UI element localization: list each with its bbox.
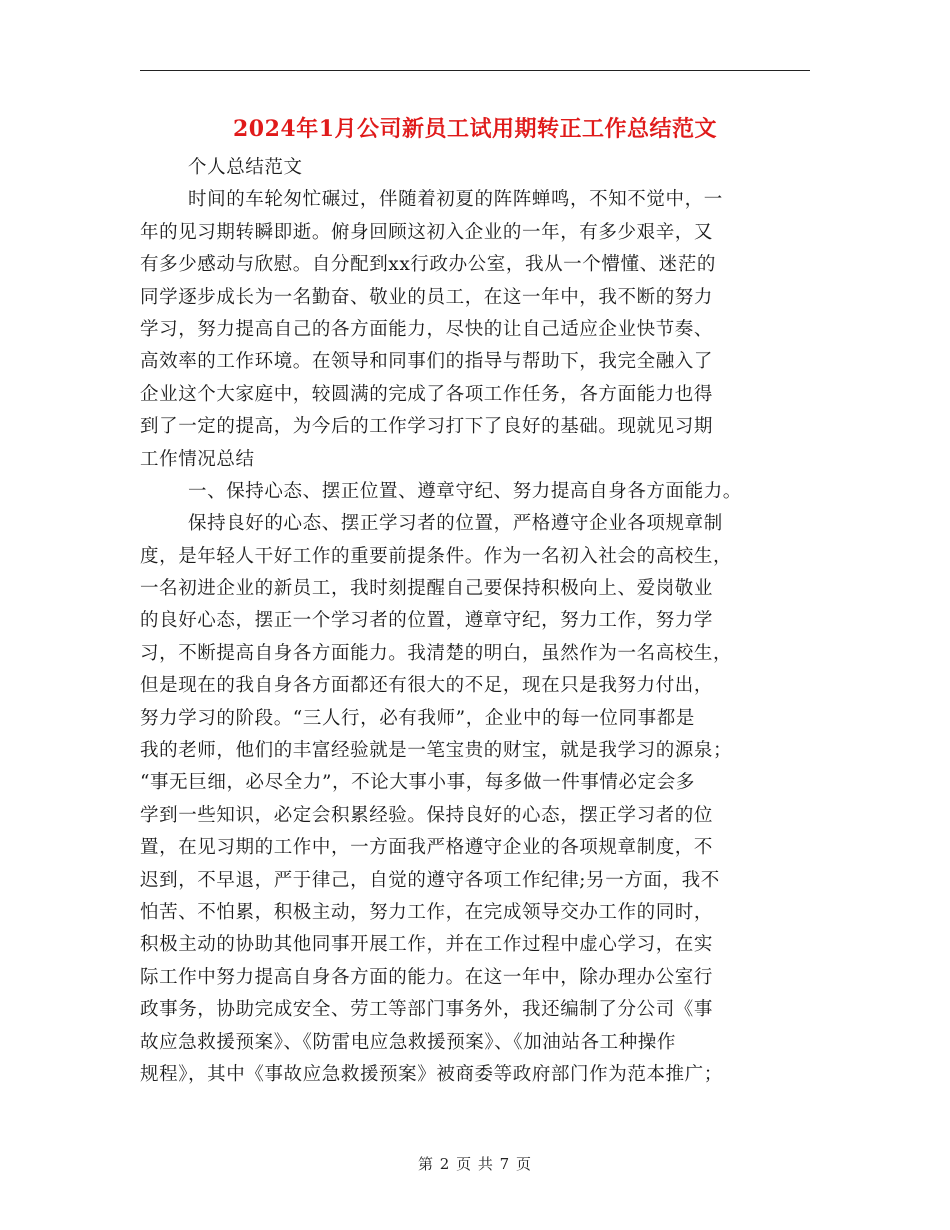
text-line: 个人总结范文 xyxy=(188,157,303,178)
text-line: 学到一些知识，必定会积累经验。保持良好的心态，摆正学习者的位 xyxy=(140,804,714,826)
text-line: 工作情况总结 xyxy=(140,448,255,470)
text-line: 高效率的工作环境。在领导和同事们的指导与帮助下，我完全融入了 xyxy=(140,351,714,373)
text-line: 有多少感动与欣慰。自分配到xx行政办公室，我从一个懵懂、迷茫的 xyxy=(140,254,716,276)
text-line: 同学逐步成长为一名勤奋、敬业的员工，在这一年中，我不断的努力 xyxy=(140,286,714,308)
text-line: 度，是年轻人干好工作的重要前提条件。作为一名初入社会的高校生， xyxy=(140,545,733,567)
text-line: 企业这个大家庭中，较圆满的完成了各项工作任务，各方面能力也得 xyxy=(140,383,714,405)
text-line: 规程》，其中《事故应急救援预案》被商委等政府部门作为范本推广； xyxy=(140,1063,723,1085)
page-number: 第 2 页 共 7 页 xyxy=(418,1155,532,1173)
text-line: 怕苦、不怕累，积极主动，努力工作，在完成领导交办工作的同时， xyxy=(140,901,714,923)
text-line: 置，在见习期的工作中，一方面我严格遵守企业的各项规章制度，不 xyxy=(140,837,714,859)
text-line: 努力学习的阶段。“三人行，必有我师”，企业中的每一位同事都是 xyxy=(140,707,695,729)
text-line: 学习，努力提高自己的各方面能力，尽快的让自己适应企业快节奏、 xyxy=(140,318,714,340)
text-line: 际工作中努力提高自身各方面的能力。在这一年中，除办理办公室行 xyxy=(140,966,714,988)
text-line: 保持良好的心态、摆正学习者的位置，严格遵守企业各项规章制 xyxy=(188,513,723,535)
document-title: 2024年1月公司新员工试用期转正工作总结范文 xyxy=(232,116,718,142)
text-line: 年的见习期转瞬即逝。俯身回顾这初入企业的一年，有多少艰辛，又 xyxy=(140,221,714,243)
text-line: 一、保持心态、摆正位置、遵章守纪、努力提高自身各方面能力。 xyxy=(188,480,742,502)
text-line: 迟到，不早退，严于律己，自觉的遵守各项工作纪律;另一方面，我不 xyxy=(140,869,720,891)
text-line: 政事务，协助完成安全、劳工等部门事务外，我还编制了分公司《事 xyxy=(140,999,714,1021)
text-line: “事无巨细，必尽全力”，不论大事小事，每多做一件事情必定会多 xyxy=(140,772,695,794)
text-line: 但是现在的我自身各方面都还有很大的不足，现在只是我努力付出， xyxy=(140,675,714,697)
document-body xyxy=(140,152,810,1091)
text-line: 积极主动的协助其他同事开展工作，并在工作过程中虚心学习，在实 xyxy=(140,934,714,956)
text-line: 一名初进企业的新员工，我时刻提醒自己要保持积极向上、爱岗敬业 xyxy=(140,578,714,600)
text-line: 我的老师，他们的丰富经验就是一笔宝贵的财宝，就是我学习的源泉； xyxy=(140,740,733,762)
text-line: 的良好心态，摆正一个学习者的位置，遵章守纪，努力工作，努力学 xyxy=(140,610,714,632)
text-line: 故应急救援预案》、《防雷电应急救援预案》、《加油站各工种操作 xyxy=(140,1031,677,1053)
text-line: 时间的车轮匆忙碾过，伴随着初夏的阵阵蝉鸣，不知不觉中，一 xyxy=(188,189,723,211)
header-rule xyxy=(140,70,810,71)
text-line: 到了一定的提高，为今后的工作学习打下了良好的基础。现就见习期 xyxy=(140,416,714,438)
text-line: 习，不断提高自身各方面能力。我清楚的明白，虽然作为一名高校生， xyxy=(140,642,733,664)
